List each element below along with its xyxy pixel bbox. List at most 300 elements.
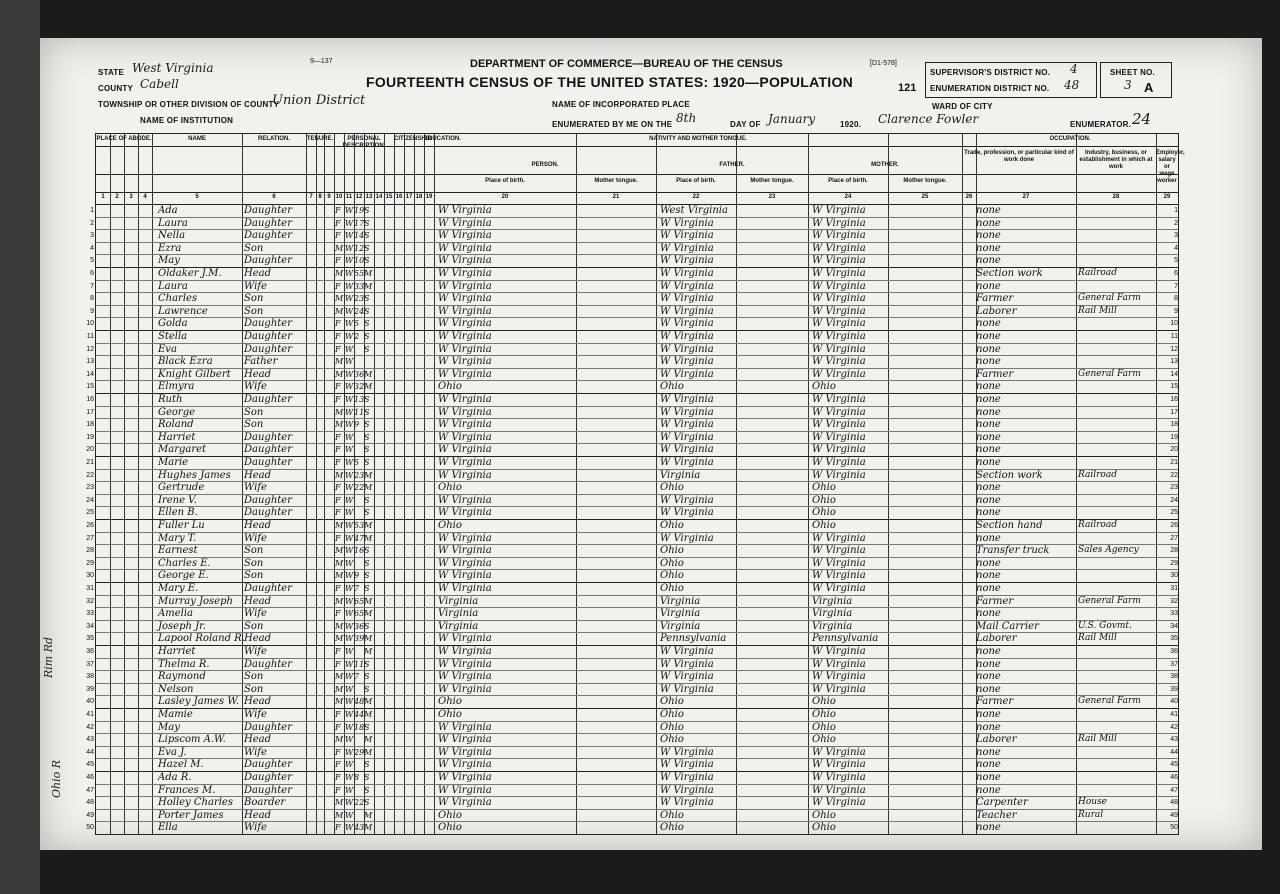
marital-status: S	[364, 621, 370, 631]
birthplace-person: W Virginia	[438, 280, 492, 292]
row-number: 24	[86, 496, 94, 504]
sex: F	[335, 344, 341, 354]
page-number: 121	[898, 82, 917, 94]
column-number: 13	[365, 194, 373, 200]
industry	[1078, 670, 1156, 683]
person-name: Stella	[158, 331, 188, 342]
ward-label: WARD OF CITY	[932, 102, 993, 111]
sex: F	[335, 256, 341, 266]
age: 13	[354, 395, 365, 404]
birthplace-mother: Ohio	[812, 494, 836, 506]
sex: M	[335, 357, 344, 367]
race: W	[345, 760, 354, 770]
relation: Head	[244, 368, 272, 380]
column-number: 22	[692, 194, 700, 200]
race: W	[345, 710, 354, 719]
age: 9	[354, 420, 360, 430]
age	[354, 683, 364, 696]
birthplace-father: Ohio	[660, 570, 684, 582]
birthplace-father: W Virginia	[660, 431, 714, 443]
sex: F	[335, 332, 341, 341]
age: 33	[354, 281, 365, 291]
industry	[1078, 317, 1156, 330]
occupation: none	[976, 709, 1001, 720]
sex: M	[335, 269, 344, 278]
birthplace-father: W Virginia	[660, 406, 714, 418]
sex: M	[335, 697, 344, 707]
column-number: 1	[101, 194, 105, 200]
sex: F	[335, 395, 341, 404]
occupation: Section work	[976, 469, 1043, 481]
race: W	[345, 735, 354, 745]
birthplace-father: W Virginia	[660, 255, 714, 267]
census-grid	[86, 133, 1185, 835]
row-number: 25	[86, 509, 94, 517]
age: 7	[354, 672, 360, 682]
row-number: 14	[86, 370, 94, 378]
row-number: 46	[86, 774, 94, 781]
birthplace-father: Ohio	[660, 822, 684, 834]
margin-note-river: Ohio R	[50, 759, 63, 798]
birthplace-mother: W Virginia	[812, 557, 866, 569]
section-heading: RELATION.	[258, 136, 290, 142]
incorporated-label: NAME OF INCORPORATED PLACE	[552, 100, 690, 109]
person-name: Lasley James W.	[158, 696, 240, 708]
nativity-subheading: MOTHER.	[871, 162, 899, 168]
row-number: 39	[86, 685, 94, 693]
person-name: Mary E.	[158, 583, 199, 594]
row-number-right: 50	[1170, 824, 1178, 832]
birthplace-mother: Virginia	[812, 595, 853, 607]
age: 17	[354, 218, 365, 228]
row-number: 29	[86, 559, 94, 567]
relation: Daughter	[244, 230, 292, 242]
column-divider	[576, 134, 577, 834]
age: 24	[354, 306, 365, 316]
marital-status: M	[364, 634, 373, 644]
race: W	[345, 533, 354, 543]
section-heading: PERSONAL DESCRIPTION.	[342, 136, 386, 149]
relation: Son	[244, 683, 264, 695]
race: W	[345, 558, 354, 568]
row-number-right: 31	[1170, 585, 1178, 592]
age: 32	[354, 382, 365, 392]
age: 23	[354, 294, 365, 304]
row-number: 45	[86, 761, 94, 769]
industry: House	[1078, 797, 1108, 808]
birthplace-father: W Virginia	[660, 683, 714, 695]
birthplace-person: W Virginia	[438, 583, 492, 594]
relation: Daughter	[244, 431, 292, 443]
relation: Wife	[244, 280, 267, 292]
race: W	[345, 521, 354, 530]
row-number: 28	[86, 547, 94, 555]
birthplace-person: W Virginia	[438, 217, 492, 229]
row-number-right: 14	[1170, 370, 1178, 378]
form-code: [D1-578]	[870, 60, 897, 67]
birthplace-person: W Virginia	[438, 293, 492, 305]
race: W	[345, 798, 354, 808]
row-number: 50	[86, 824, 94, 832]
occupation: none	[976, 658, 1001, 670]
row-number: 37	[86, 660, 94, 668]
sex: F	[335, 785, 341, 795]
column-divider	[414, 134, 415, 834]
row-number-right: 12	[1170, 345, 1178, 353]
occupation: Carpenter	[976, 797, 1028, 809]
birthplace-person: W Virginia	[438, 255, 492, 267]
occupation: none	[976, 772, 1001, 783]
section-heading: CITIZENSHIP.	[394, 136, 433, 142]
race: W	[345, 596, 354, 606]
age	[354, 343, 364, 356]
department-heading: DEPARTMENT OF COMMERCE—BUREAU OF THE CENSUS	[470, 58, 783, 70]
birthplace-person: W Virginia	[438, 305, 492, 317]
occupation: Farmer	[976, 595, 1014, 607]
birthplace-person: W Virginia	[438, 343, 492, 355]
birthplace-father: W Virginia	[660, 494, 714, 506]
relation: Daughter	[244, 507, 292, 519]
birthplace-person: Ohio	[438, 520, 462, 531]
birthplace-father: Ohio	[660, 721, 684, 733]
birthplace-person: W Virginia	[438, 784, 492, 796]
person-name: Frances M.	[158, 784, 216, 796]
marital-status: M	[364, 609, 373, 619]
birthplace-person: W Virginia	[438, 633, 492, 645]
race: W	[345, 332, 354, 341]
birthplace-mother: Ohio	[812, 809, 836, 821]
age: 36	[354, 369, 365, 379]
relation: Father	[244, 356, 278, 368]
relation: Daughter	[244, 721, 292, 733]
column-number: 6	[272, 194, 276, 200]
row-number: 12	[86, 345, 94, 353]
birthplace-person: W Virginia	[438, 746, 492, 758]
birthplace-father: W Virginia	[660, 343, 714, 355]
marital-status: M	[364, 710, 373, 719]
relation: Daughter	[244, 772, 292, 783]
birthplace-father: W Virginia	[660, 217, 714, 229]
row-number: 44	[86, 748, 94, 756]
birthplace-father: Ohio	[660, 557, 684, 569]
sex: M	[335, 735, 344, 745]
person-name: Thelma R.	[158, 658, 210, 670]
section-heading: TENURE.	[306, 136, 334, 142]
column-divider	[1156, 134, 1157, 834]
sex: M	[335, 684, 344, 694]
person-name: Elmyra	[158, 381, 195, 393]
relation: Head	[244, 595, 272, 607]
row-number-right: 21	[1170, 459, 1178, 466]
birthplace-person: W Virginia	[438, 772, 492, 783]
occupation: none	[976, 608, 1001, 620]
birthplace-person: W Virginia	[438, 444, 492, 456]
birthplace-person: Virginia	[438, 595, 479, 607]
column-number: 20	[501, 194, 509, 200]
person-name: Eva	[158, 343, 177, 355]
birthplace-person: W Virginia	[438, 356, 492, 368]
industry	[1078, 708, 1156, 721]
sex: F	[335, 584, 341, 593]
race: W	[345, 810, 354, 820]
birthplace-father: Ohio	[660, 381, 684, 393]
enum-district-number: 48	[1064, 78, 1080, 92]
race: W	[345, 306, 354, 316]
occupation: Section work	[976, 268, 1043, 279]
industry	[1078, 418, 1156, 431]
marital-status	[364, 355, 374, 368]
industry	[1078, 721, 1156, 734]
age: 22	[354, 798, 365, 808]
sex: F	[335, 609, 341, 619]
race: W	[345, 470, 354, 480]
enumeration-year: 1920.	[840, 120, 862, 129]
birthplace-father: Ohio	[660, 709, 684, 720]
occupation: none	[976, 255, 1001, 267]
birthplace-mother: Ohio	[812, 482, 836, 494]
column-number: 18	[415, 194, 423, 200]
occupation: none	[976, 444, 1001, 456]
race: W	[345, 659, 354, 669]
race: W	[345, 445, 354, 455]
person-name: Charles	[158, 293, 198, 305]
header-divider	[96, 146, 1178, 147]
section-heading: EDUCATION.	[424, 136, 461, 142]
age: 18	[354, 722, 365, 732]
age: 12	[354, 243, 365, 253]
row-number-right: 1	[1174, 207, 1178, 214]
institution-label: NAME OF INSTITUTION	[140, 116, 234, 125]
sheet-side: A	[1144, 80, 1154, 95]
age: 2	[354, 332, 360, 341]
occupation: none	[976, 532, 1001, 544]
person-name: Oldaker J.M.	[158, 268, 222, 279]
age: 55	[354, 269, 365, 278]
sex: F	[335, 773, 341, 782]
industry	[1078, 645, 1156, 658]
occupation: Transfer truck	[976, 545, 1050, 557]
marital-status: M	[364, 269, 373, 278]
race: W	[345, 571, 354, 581]
birthplace-mother: W Virginia	[812, 280, 866, 292]
birthplace-person: W Virginia	[438, 242, 492, 254]
marital-status: M	[364, 823, 373, 833]
birthplace-mother: W Virginia	[812, 444, 866, 456]
marital-status: S	[364, 231, 370, 241]
row-number-right: 34	[1170, 622, 1178, 630]
marital-status: M	[364, 747, 373, 757]
birthplace-father: Ohio	[660, 545, 684, 557]
row-number-right: 38	[1170, 673, 1178, 681]
marital-status: S	[364, 760, 370, 770]
industry	[1078, 494, 1156, 507]
column-divider	[138, 134, 139, 834]
row-number-right: 48	[1170, 799, 1178, 807]
row-number: 18	[86, 421, 94, 429]
birthplace-person: W Virginia	[438, 507, 492, 519]
row-number: 15	[86, 383, 94, 391]
marital-status: S	[364, 495, 370, 505]
section-heading: OCCUPATION.	[1049, 136, 1091, 142]
sex: M	[335, 571, 344, 581]
row-number-right: 33	[1170, 610, 1178, 618]
relation: Son	[244, 545, 264, 557]
column-divider	[736, 134, 737, 834]
row-number-right: 41	[1170, 711, 1178, 718]
birthplace-mother: Pennsylvania	[812, 633, 879, 645]
occupation: none	[976, 494, 1001, 506]
birthplace-father: Ohio	[660, 734, 684, 746]
marital-status: M	[364, 369, 373, 379]
race: W	[345, 218, 354, 228]
industry	[1078, 217, 1156, 230]
age: 39	[354, 634, 365, 644]
age	[354, 506, 364, 519]
age	[354, 355, 364, 368]
person-name: George	[158, 406, 196, 418]
birthplace-father: W Virginia	[660, 331, 714, 342]
person-name: Golda	[158, 318, 188, 330]
birthplace-mother: W Virginia	[812, 658, 866, 670]
occupation: none	[976, 671, 1001, 683]
row-number: 13	[86, 358, 94, 366]
occupation: none	[976, 570, 1001, 582]
person-name: Ellen B.	[158, 507, 198, 519]
birthplace-father: W Virginia	[660, 419, 714, 431]
birthplace-mother: W Virginia	[812, 532, 866, 544]
column-number: 2	[115, 194, 119, 200]
row-number-right: 10	[1170, 320, 1178, 328]
marital-status: S	[364, 722, 370, 732]
person-name: Earnest	[158, 545, 198, 557]
row-number-right: 20	[1170, 446, 1178, 454]
marital-status: S	[364, 407, 370, 417]
birthplace-person: W Virginia	[438, 205, 492, 216]
occupation: none	[976, 683, 1001, 695]
age: 53	[354, 521, 365, 530]
race: W	[345, 420, 354, 430]
row-number: 22	[86, 471, 94, 479]
row-number-right: 43	[1170, 736, 1178, 744]
occupation: none	[976, 759, 1001, 771]
sex: M	[335, 294, 344, 304]
occupation: none	[976, 431, 1001, 443]
age	[354, 733, 364, 746]
row-number-right: 17	[1170, 408, 1178, 416]
age: 48	[354, 697, 365, 707]
row-number-right: 18	[1170, 421, 1178, 429]
row-number-right: 24	[1170, 496, 1178, 504]
occupation: none	[976, 784, 1001, 796]
sex: M	[335, 810, 344, 820]
row-number-right: 23	[1170, 484, 1178, 492]
birthplace-father: W Virginia	[660, 368, 714, 380]
marital-status: S	[364, 571, 370, 581]
row-number: 8	[90, 295, 94, 303]
state-value: West Virginia	[132, 61, 214, 75]
birthplace-father: West Virginia	[660, 205, 728, 216]
scan-edge	[0, 0, 40, 894]
birthplace-person: W Virginia	[438, 419, 492, 431]
birthplace-father: Virginia	[660, 595, 701, 607]
race: W	[345, 546, 354, 556]
relation: Head	[244, 696, 272, 708]
sex: F	[335, 458, 341, 467]
column-divider	[306, 134, 307, 834]
birthplace-father: W Virginia	[660, 318, 714, 330]
row-number: 43	[86, 736, 94, 744]
industry: Sales Agency	[1078, 545, 1139, 556]
marital-status: S	[364, 218, 370, 228]
supervisor-label: SUPERVISOR'S DISTRICT NO.	[930, 68, 1051, 77]
marital-status: S	[364, 546, 370, 556]
birthplace-father: W Virginia	[660, 646, 714, 657]
age	[354, 494, 364, 507]
column-divider	[404, 134, 405, 834]
row-number: 49	[86, 811, 94, 819]
birthplace-father: W Virginia	[660, 658, 714, 670]
row-number: 26	[86, 522, 94, 529]
person-name: Laura	[158, 217, 188, 229]
row-number-right: 19	[1170, 433, 1178, 441]
person-name: May	[158, 255, 180, 267]
industry	[1078, 821, 1156, 834]
occupation: none	[976, 507, 1001, 519]
row-number-right: 16	[1170, 396, 1178, 403]
row-number-right: 36	[1170, 648, 1178, 655]
race: W	[345, 647, 354, 656]
race: W	[345, 369, 354, 379]
row-number: 30	[86, 572, 94, 580]
industry	[1078, 229, 1156, 242]
row-number: 27	[86, 534, 94, 542]
column-label: Mother tongue.	[594, 178, 638, 184]
industry: General Farm	[1078, 595, 1141, 606]
relation: Son	[244, 406, 264, 418]
column-number: 16	[395, 194, 403, 200]
relation: Wife	[244, 822, 267, 834]
birthplace-mother: W Virginia	[812, 746, 866, 758]
row-number: 5	[90, 257, 94, 265]
birthplace-mother: W Virginia	[812, 759, 866, 771]
column-divider	[152, 134, 153, 834]
row-number-right: 47	[1170, 786, 1178, 794]
occupation-label: Trade, profession, or particular kind of work done	[964, 150, 1074, 163]
birthplace-father: W Virginia	[660, 394, 714, 405]
row-number: 21	[86, 459, 94, 466]
birthplace-father: W Virginia	[660, 230, 714, 242]
census-title: FOURTEENTH CENSUS OF THE UNITED STATES: 1920—POPULATION	[366, 74, 854, 90]
industry	[1078, 658, 1156, 671]
birthplace-person: W Virginia	[438, 532, 492, 544]
industry	[1078, 758, 1156, 771]
birthplace-father: W Virginia	[660, 532, 714, 544]
age	[354, 431, 364, 444]
person-name: Porter James	[158, 809, 224, 821]
birthplace-person: W Virginia	[438, 394, 492, 405]
row-number: 40	[86, 698, 94, 706]
age: 7	[354, 584, 360, 593]
county-label: COUNTY	[98, 84, 133, 93]
relation: Son	[244, 419, 264, 431]
birthplace-person: W Virginia	[438, 230, 492, 242]
relation: Son	[244, 293, 264, 305]
column-number: 14	[375, 194, 383, 200]
row-number: 6	[90, 270, 94, 277]
column-divider	[242, 134, 243, 834]
column-divider	[110, 134, 111, 834]
age: 44	[354, 710, 365, 719]
